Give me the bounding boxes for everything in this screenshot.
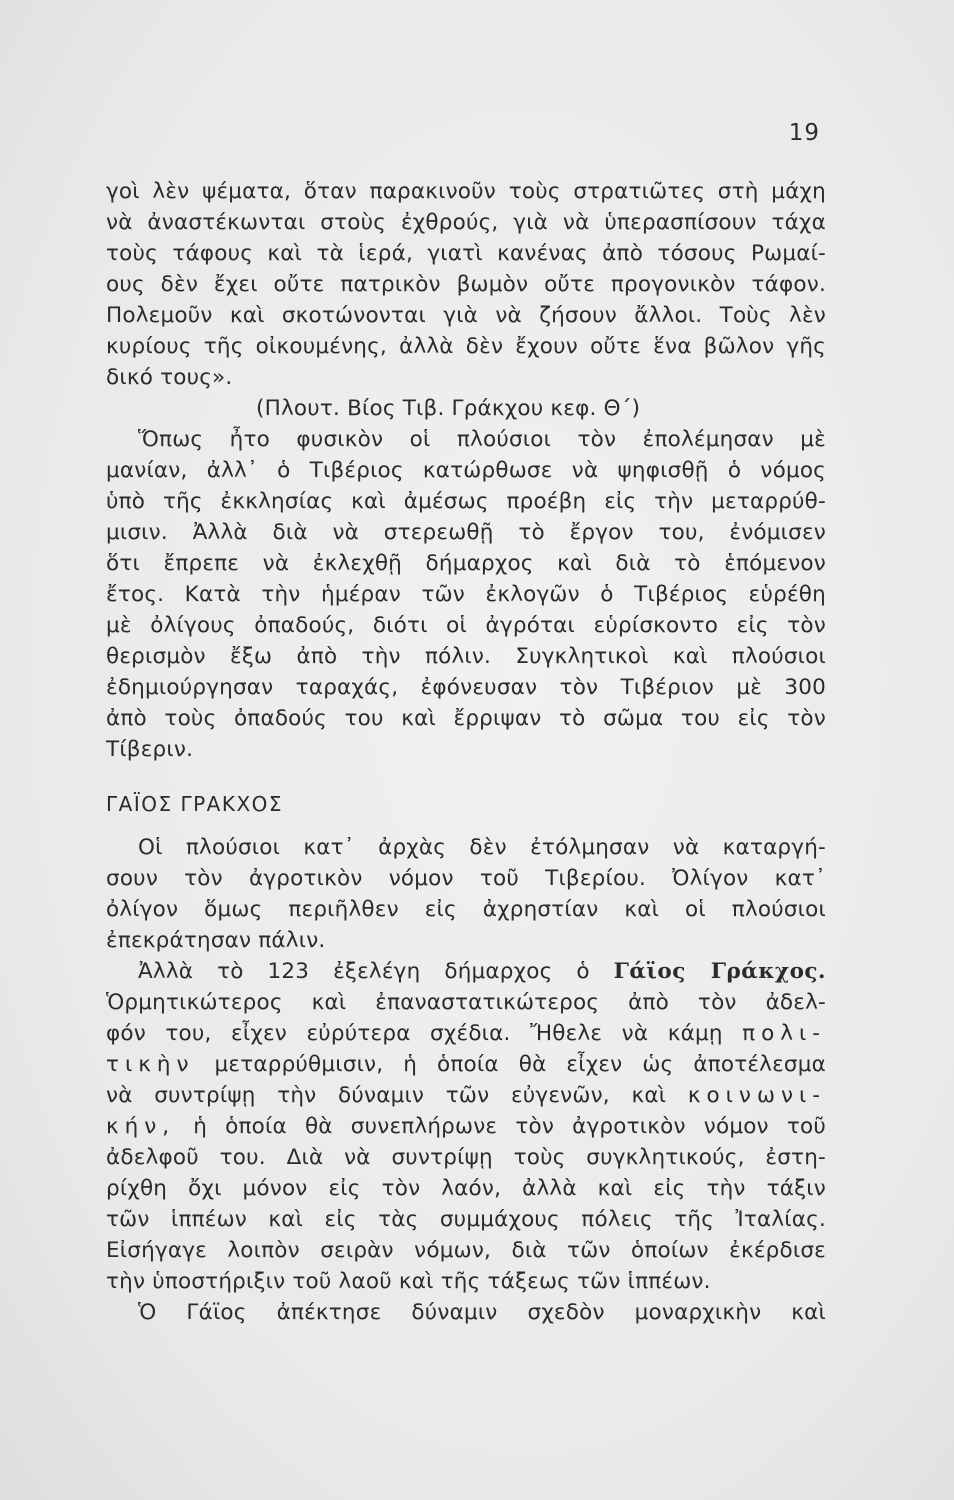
text-line: Εἰσήγαγε λοιπὸν σειρὰν νόμων, διὰ τῶν ὁποίων ἐκέρδισε	[106, 1238, 826, 1263]
text-line: ἔτος. Κατὰ τὴν ἡμέραν τῶν ἐκλογῶν ὁ Τιβέριος εὑρέθη	[106, 582, 826, 607]
text-line: κυρίους τῆς οἰκουμένης, ἀλλὰ δὲν ἔχουν οὔτε ἕνα βῶλον γῆς	[106, 334, 826, 359]
section-heading: ΓΑΪΟΣ ΓΡΑΚΧΟΣ	[106, 792, 284, 816]
text-line	[106, 1018, 826, 1049]
text-line: Οἱ πλούσιοι κατ᾽ ἀρχὰς δὲν ἐτόλμησαν νὰ καταργή-	[138, 835, 826, 860]
spaced-emphasis: τικὴν	[106, 1052, 195, 1077]
spaced-emphasis: κήν,	[106, 1114, 176, 1139]
spaced-emphasis: πολι-	[742, 1021, 826, 1046]
text-line	[106, 956, 826, 987]
text-line: ὑπὸ τῆς ἐκκλησίας καὶ ἀμέσως προέβη εἰς τὴν μεταρρύθ-	[106, 489, 826, 514]
citation: (Πλουτ. Βίος Τιβ. Γράκχου κεφ. Θ΄)	[256, 396, 641, 421]
text-line: ρίχθη ὄχι μόνον εἰς τὸν λαόν, ἀλλὰ καὶ εἰς τὴν τάξιν	[106, 1176, 826, 1201]
text-line	[106, 1111, 826, 1142]
page-number: 19	[788, 120, 820, 146]
quotation-paragraph	[106, 176, 826, 393]
text-line: τῶν ἱππέων καὶ εἰς τὰς συμμάχους πόλεις τῆς Ἰταλίας.	[106, 1207, 826, 1232]
text-fragment: ἡ ὁποία θὰ συνεπλήρωνε τὸν ἀγροτικὸν νόμον τοῦ	[193, 1114, 826, 1139]
text-line: μὲ ὀλίγους ὀπαδούς, διότι οἱ ἀγρόται εὑρίσκοντο εἰς τὸν	[106, 613, 826, 638]
text-fragment: Ἀλλὰ τὸ 123 ἐξελέγη δήμαρχος ὁ	[138, 959, 590, 984]
text-fragment: νὰ συντρίψῃ τὴν δύναμιν τῶν εὐγενῶν, καὶ	[106, 1083, 667, 1108]
text-line: ους δὲν ἔχει οὔτε πατρικὸν βωμὸν οὔτε προγονικὸν τάφον.	[106, 272, 826, 297]
text-line: ἐπεκράτησαν πάλιν.	[106, 928, 326, 953]
text-line	[106, 1080, 826, 1111]
text-line: Πολεμοῦν καὶ σκοτώνονται γιὰ νὰ ζήσουν ἄλλοι. Τοὺς λὲν	[106, 303, 826, 328]
paragraph-gaius-reforms	[106, 956, 826, 1297]
text-line: νὰ ἀναστέκωνται στοὺς ἐχθρούς, γιὰ νὰ ὑπερασπίσουν τάχα	[106, 210, 826, 235]
text-line: σουν τὸν ἀγροτικὸν νόμον τοῦ Τιβερίου. Ὀλίγον κατ᾽	[106, 866, 826, 891]
text-line: Ὁρμητικώτερος καὶ ἐπαναστατικώτερος ἀπὸ τὸν ἀδελ-	[106, 990, 826, 1015]
paragraph-tiberius	[106, 424, 826, 765]
text-line: ὀλίγον ὅμως περιῆλθεν εἰς ἀχρηστίαν καὶ οἱ πλούσιοι	[106, 897, 826, 922]
text-line: Ὅπως ἦτο φυσικὸν οἱ πλούσιοι τὸν ἐπολέμησαν μὲ	[138, 427, 826, 452]
text-line: Ὁ Γάϊος ἀπέκτησε δύναμιν σχεδὸν μοναρχικὴν καὶ	[138, 1300, 826, 1325]
text-line: Τίβεριν.	[106, 737, 194, 762]
body-text	[106, 176, 826, 1328]
text-line: ἀδελφοῦ του. Διὰ νὰ συντρίψῃ τοὺς συγκλητικούς, ἐστη-	[106, 1145, 826, 1170]
text-line: ἐδημιούργησαν ταραχάς, ἐφόνευσαν τὸν Τιβέριον μὲ 300	[106, 675, 826, 700]
text-line: μισιν. Ἀλλὰ διὰ νὰ στερεωθῇ τὸ ἔργον του, ἐνόμισεν	[106, 520, 826, 545]
text-line: ἀπὸ τοὺς ὀπαδούς του καὶ ἔρριψαν τὸ σῶμα του εἰς τὸν	[106, 706, 826, 731]
text-line	[106, 1049, 826, 1080]
text-line: γοὶ λὲν ψέματα, ὅταν παρακινοῦν τοὺς στρατιῶτες στὴ μάχη	[106, 179, 826, 204]
text-fragment: μεταρρύθμισιν, ἡ ὁποία θὰ εἶχεν ὡς ἀποτέλεσμα	[214, 1052, 826, 1077]
text-line: δικό τους».	[106, 365, 233, 390]
text-line: μανίαν, ἀλλ᾽ ὁ Τιβέριος κατώρθωσε νὰ ψηφισθῇ ὁ νόμος	[106, 458, 826, 483]
text-line: θερισμὸν ἔξω ἀπὸ τὴν πόλιν. Συγκλητικοὶ καὶ πλούσιοι	[106, 644, 826, 669]
text-line: τὴν ὑποστήριξιν τοῦ λαοῦ καὶ τῆς τάξεως τῶν ἱππέων.	[106, 1269, 711, 1294]
bold-name: Γάϊος Γράκχος.	[613, 959, 826, 984]
text-fragment: φόν του, εἶχεν εὐρύτερα σχέδια. Ἤθελε νὰ κάμῃ	[106, 1021, 723, 1046]
text-line: τοὺς τάφους καὶ τὰ ἱερά, γιατὶ κανένας ἀπὸ τόσους Ρωμαί-	[106, 241, 826, 266]
paragraph-gaius-intro	[106, 832, 826, 956]
text-line: ὅτι ἔπρεπε νὰ ἐκλεχθῇ δήμαρχος καὶ διὰ τὸ ἑπόμενον	[106, 551, 826, 576]
spaced-emphasis: κοινωνι-	[687, 1083, 826, 1108]
